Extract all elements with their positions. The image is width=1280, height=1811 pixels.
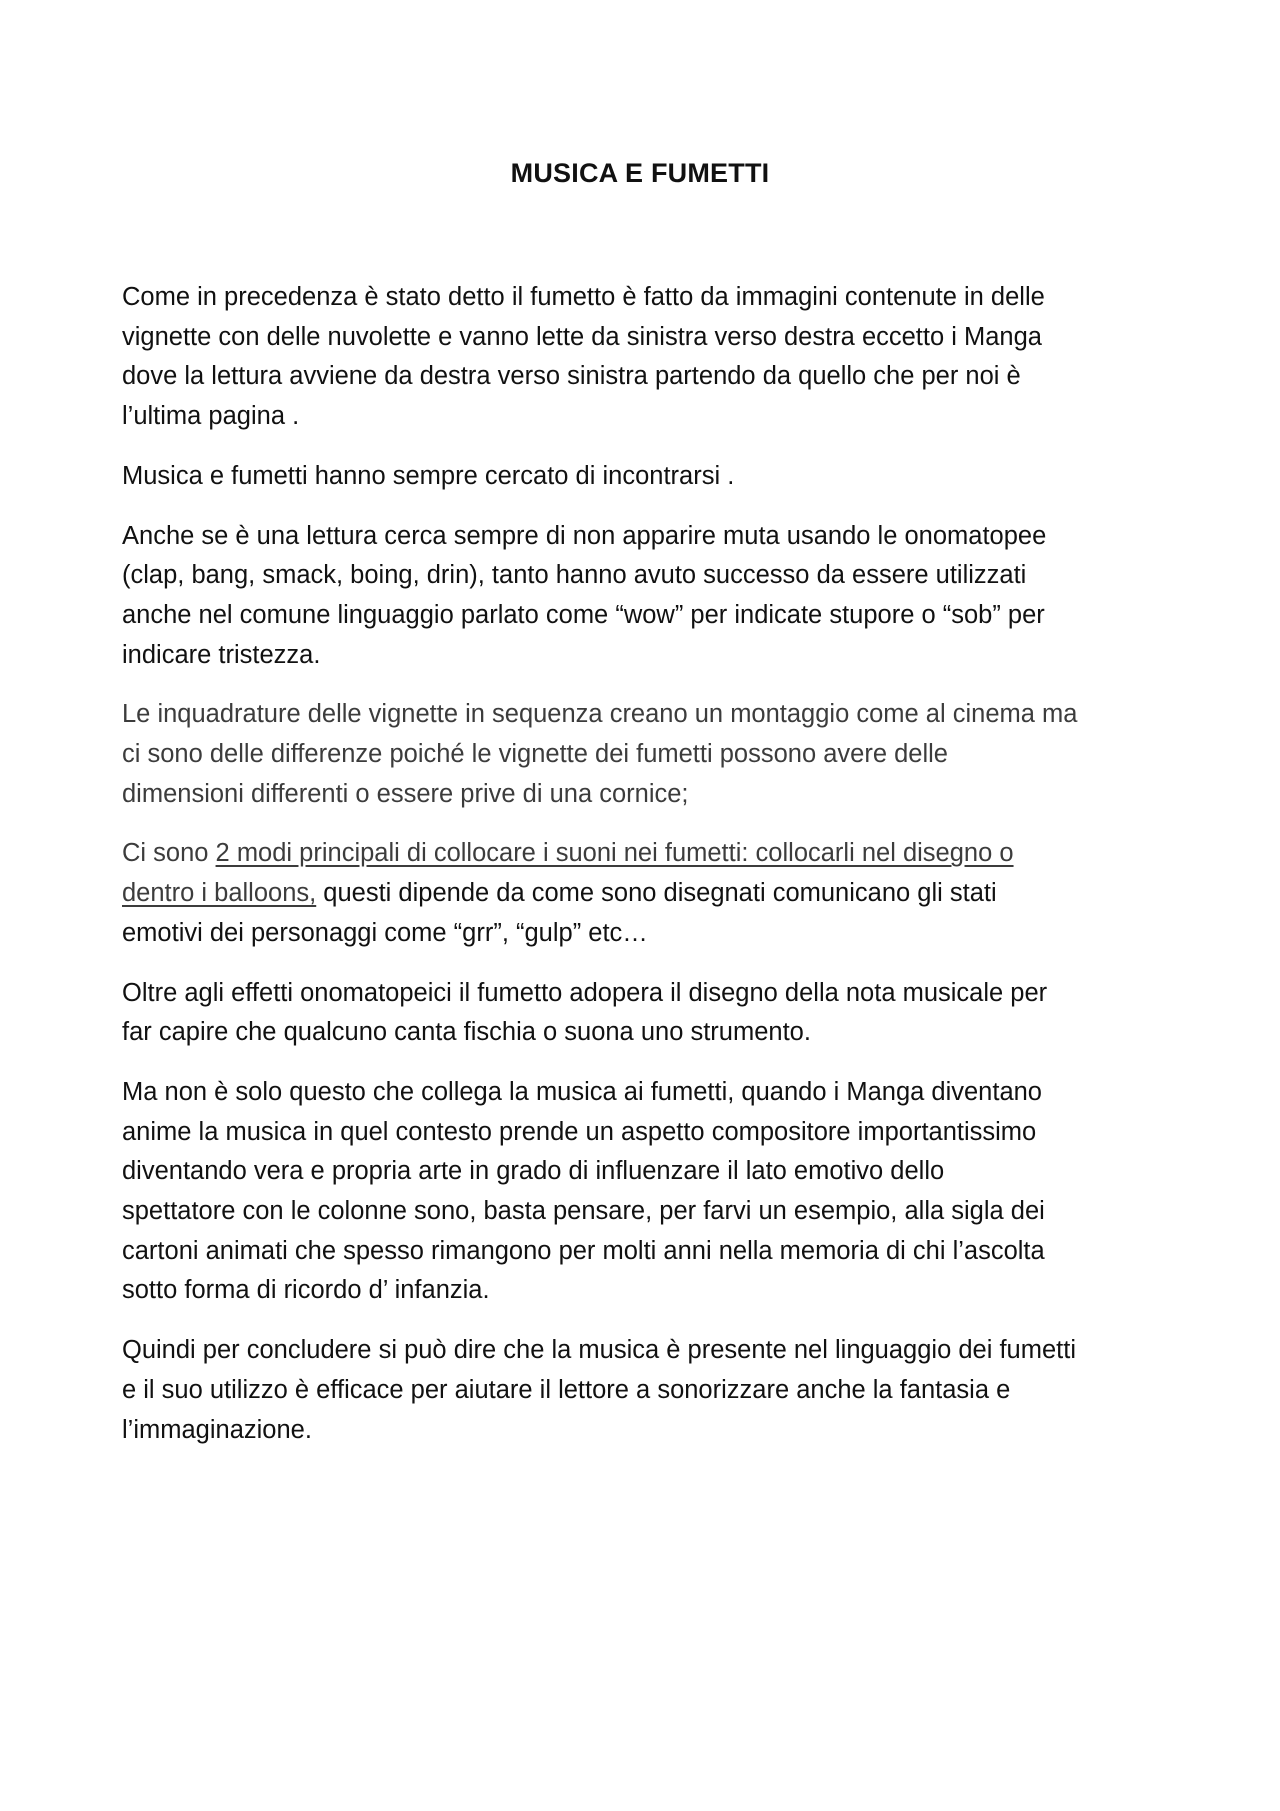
text-line: emotivi dei personaggi come “grr”, “gulp” etc…	[122, 918, 648, 947]
text-line: dove la lettura avviene da destra verso sinistra partendo da quello che per noi è	[122, 362, 1021, 391]
document-body	[122, 278, 1167, 1470]
text-line: spettatore con le colonne sono, basta pensare, per farvi un esempio, alla sigla dei	[122, 1197, 1045, 1226]
text-line: Le inquadrature delle vignette in sequenza creano un montaggio come al cinema ma	[122, 700, 1078, 729]
text-run: questi dipende da come sono disegnati comunicano gli stati	[316, 879, 997, 908]
underlined-text: dentro i balloons,	[122, 879, 317, 908]
page-title: MUSICA E FUMETTI	[510, 158, 770, 188]
text-line: dimensioni differenti o essere prive di una cornice;	[122, 779, 689, 808]
text-line: sotto forma di ricordo d’ infanzia.	[122, 1276, 490, 1305]
paragraph-3	[122, 517, 1167, 676]
text-line: Quindi per concludere si può dire che la musica è presente nel linguaggio dei fumetti	[122, 1336, 1076, 1365]
text-line: anime la musica in quel contesto prende un aspetto compositore importantissimo	[122, 1117, 1037, 1146]
text-line: anche nel comune linguaggio parlato come “wow” per indicate stupore o “sob” per	[122, 600, 1045, 629]
text-line: l’ultima pagina .	[122, 402, 300, 431]
text-line: cartoni animati che spesso rimangono per molti anni nella memoria di chi l’ascolta	[122, 1236, 1045, 1265]
text-line: (clap, bang, smack, boing, drin), tanto hanno avuto successo da essere utilizzati	[122, 561, 1027, 590]
text-line: Ma non è solo questo che collega la musica ai fumetti, quando i Manga diventano	[122, 1077, 1042, 1106]
text-line: ci sono delle differenze poiché le vignette dei fumetti possono avere delle	[122, 740, 948, 769]
text-line: Anche se è una lettura cerca sempre di non apparire muta usando le onomatopee	[122, 521, 1047, 550]
text-line: Musica e fumetti hanno sempre cercato di incontrarsi .	[122, 461, 735, 490]
text-line: far capire che qualcuno canta fischia o suona uno strumento.	[122, 1018, 811, 1047]
text-line: Oltre agli effetti onomatopeici il fumetto adopera il disegno della nota musicale per	[122, 978, 1048, 1007]
text-line: e il suo utilizzo è efficace per aiutare il lettore a sonorizzare anche la fantasia e	[122, 1375, 1011, 1404]
text-line: diventando vera e propria arte in grado di influenzare il lato emotivo dello	[122, 1157, 945, 1186]
paragraph-4	[122, 695, 1167, 814]
underlined-text: 2 modi principali di collocare i suoni nei fumetti: collocarli nel disegno o	[215, 839, 1014, 868]
text-line: Come in precedenza è stato detto il fumetto è fatto da immagini contenute in delle	[122, 283, 1045, 311]
paragraph-5	[122, 834, 1167, 953]
text-line: l’immaginazione.	[122, 1415, 312, 1444]
paragraph-6	[122, 974, 1167, 1053]
text-line: indicare tristezza.	[122, 640, 321, 669]
paragraph-1	[122, 278, 1167, 437]
text-run: Ci sono	[122, 839, 216, 868]
text-line: vignette con delle nuvolette e vanno lette da sinistra verso destra eccetto i Manga	[122, 322, 1042, 351]
paragraph-2	[122, 457, 1167, 497]
paragraph-8	[122, 1331, 1167, 1450]
paragraph-7	[122, 1073, 1167, 1311]
